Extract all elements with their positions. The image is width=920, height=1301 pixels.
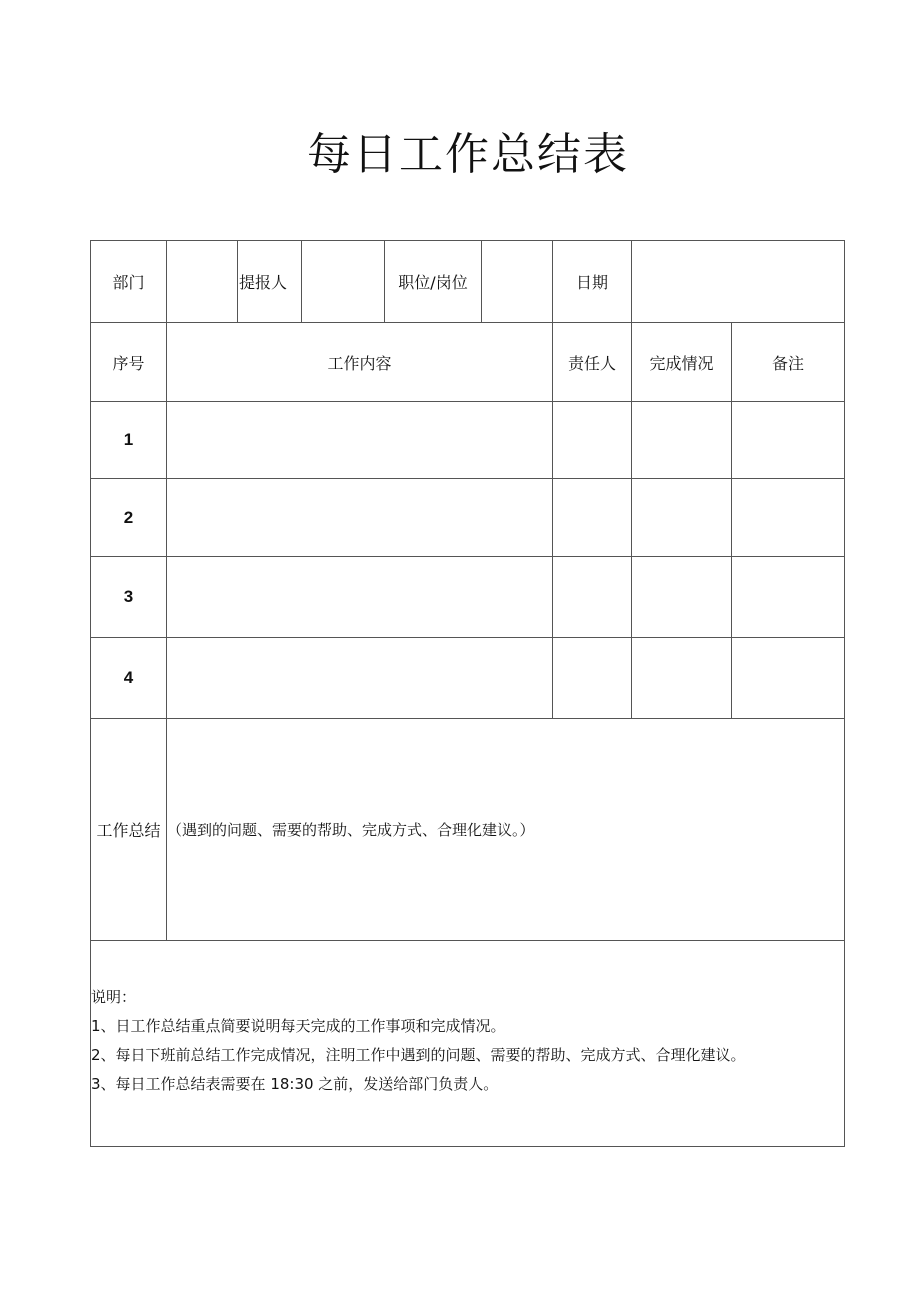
table-border-bottom [90, 1146, 845, 1147]
reporter-field[interactable] [302, 241, 384, 322]
row-status-field[interactable] [632, 479, 731, 556]
column-header-seq: 序号 [112, 353, 145, 373]
row-number: 2 [123, 507, 134, 527]
note-item: 2、每日下班前总结工作完成情况，注明工作中遇到的问题、需要的帮助、完成方式、合理化建议。 [91, 1046, 746, 1064]
row-owner-field[interactable] [553, 638, 631, 718]
row-remark-field[interactable] [732, 638, 844, 718]
column-header-owner: 责任人 [567, 353, 616, 373]
date-label: 日期 [575, 273, 608, 292]
column-header-content: 工作内容 [327, 353, 392, 373]
department-field[interactable] [167, 241, 237, 322]
summary-field[interactable]: （遇到的问题、需要的帮助、完成方式、合理化建议。） [167, 821, 535, 839]
position-label: 职位/岗位 [398, 273, 468, 292]
row-status-field[interactable] [632, 557, 731, 637]
note-item: 1、日工作总结重点简要说明每天完成的工作事项和完成情况。 [91, 1017, 506, 1035]
row-number: 1 [123, 430, 134, 449]
row-status-field[interactable] [632, 402, 731, 478]
notes-section [91, 987, 841, 1103]
row-owner-field[interactable] [553, 479, 631, 556]
row-remark-field[interactable] [732, 479, 844, 556]
column-header-remark: 备注 [771, 353, 804, 373]
table-divider [90, 940, 845, 941]
row-status-field[interactable] [632, 638, 731, 718]
row-number: 4 [123, 668, 134, 687]
table-border-right [844, 240, 845, 1147]
date-field[interactable] [632, 241, 844, 322]
row-number: 3 [123, 587, 134, 606]
row-content-field[interactable] [167, 479, 552, 556]
row-owner-field[interactable] [553, 557, 631, 637]
page-title: 每日工作总结表 [307, 129, 629, 180]
row-content-field[interactable] [167, 557, 552, 637]
row-remark-field[interactable] [732, 557, 844, 637]
position-field[interactable] [482, 241, 552, 322]
column-header-status: 完成情况 [649, 353, 714, 373]
row-owner-field[interactable] [553, 402, 631, 478]
row-content-field[interactable] [167, 638, 552, 718]
summary-label: 工作总结 [96, 821, 161, 840]
department-label: 部门 [112, 273, 145, 292]
row-remark-field[interactable] [732, 402, 844, 478]
table-divider [237, 240, 238, 322]
row-content-field[interactable] [167, 402, 552, 478]
notes-heading: 说明： [91, 988, 137, 1006]
reporter-label: 提报人 [239, 273, 288, 292]
note-item: 3、每日工作总结表需要在 18:30 之前，发送给部门负责人。 [91, 1075, 499, 1093]
